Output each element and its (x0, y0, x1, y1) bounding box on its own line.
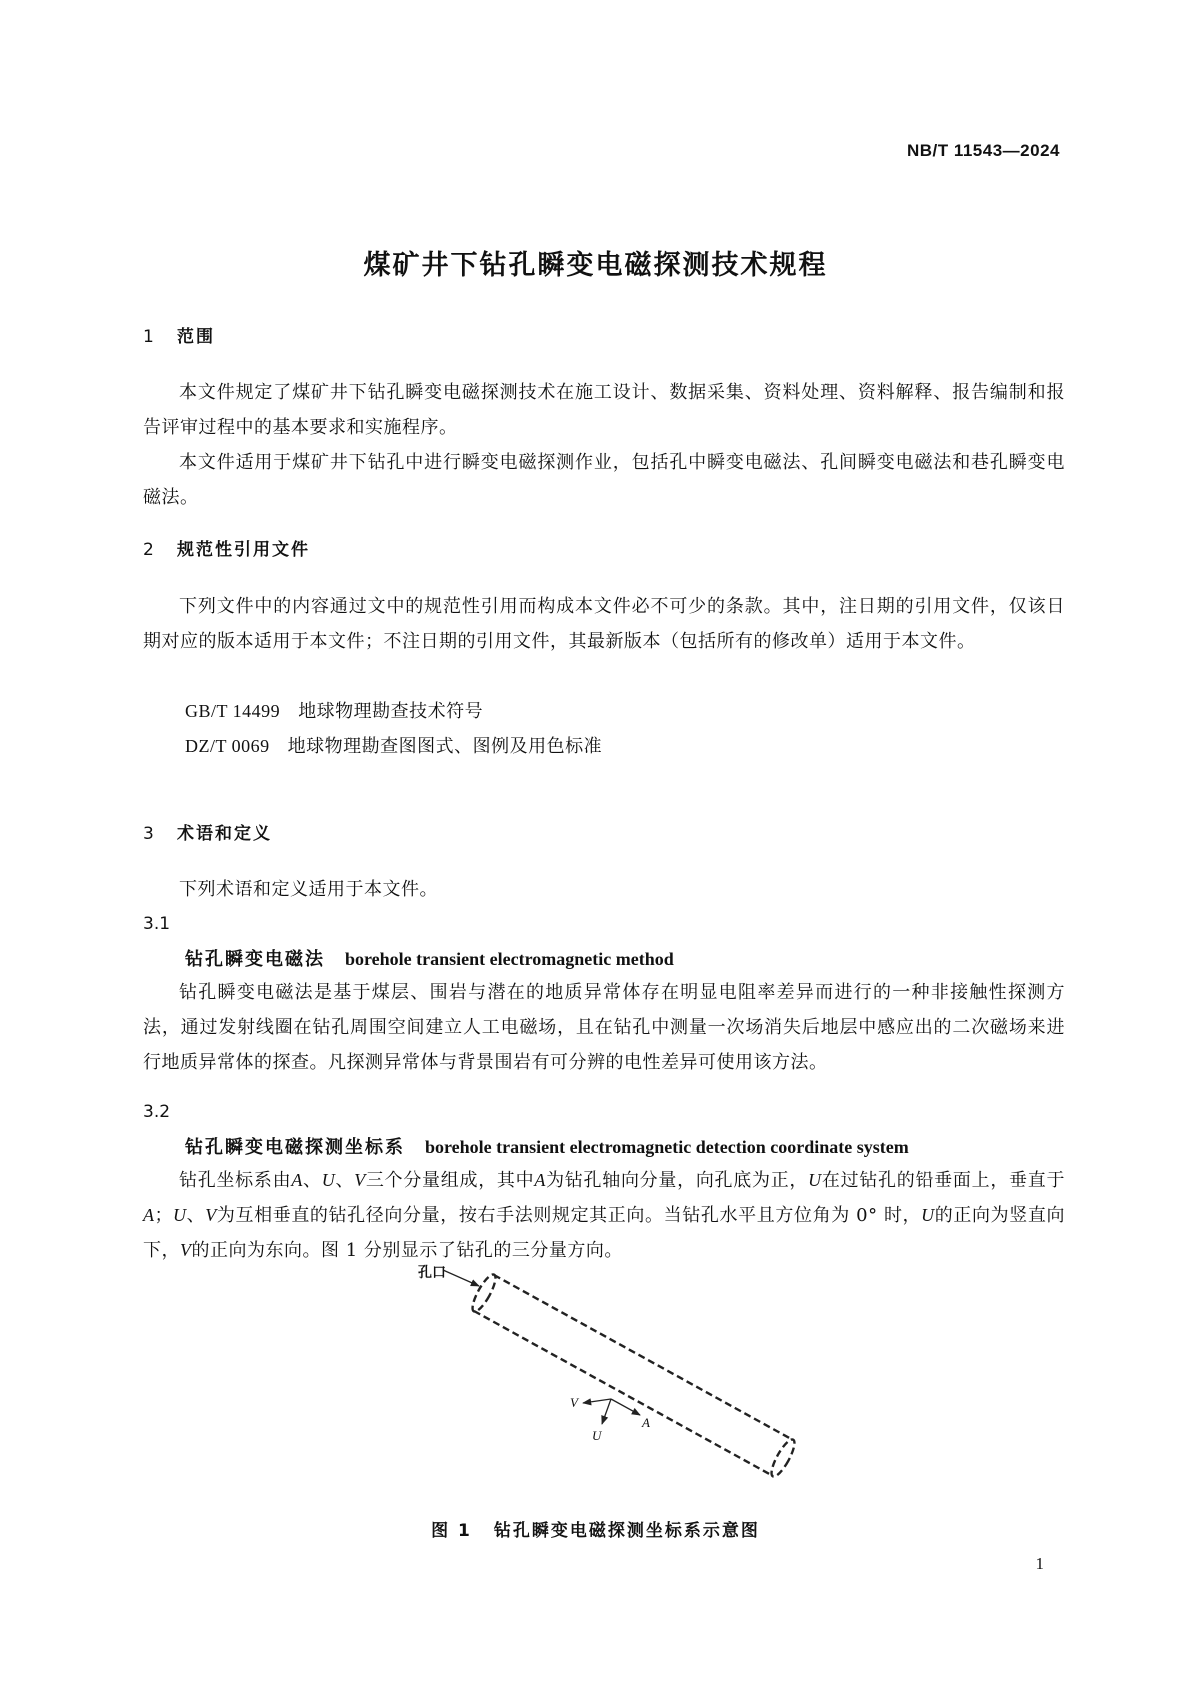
axis-label-u: U (592, 1428, 602, 1443)
term-number: 3.2 (143, 1102, 171, 1122)
section-number: 1 (143, 327, 156, 347)
section-1-heading (143, 322, 215, 347)
section-3-heading (143, 819, 272, 844)
borehole-coordinate-figure (400, 1255, 820, 1490)
v-axis-arrow (583, 1399, 611, 1403)
term-definition: 钻孔瞬变电磁法是基于煤层、围岩与潜在的地质异常体存在明显电阻率差异而进行的一种非接触性探测方法，通过发射线圈在钻孔周围空间建立人工电磁场，且在钻孔中测量一次场消失后地层中感应出的二次磁场来进行地质异常体的探查。凡探测异常体与背景围岩有可分辨的电性差异可使用该方法。 (143, 982, 1065, 1073)
axis-label-v: V (570, 1395, 578, 1410)
term-definition: 钻孔坐标系由A、U、V三个分量组成，其中A为钻孔轴向分量，向孔底为正，U在过钻孔的铅垂面上，垂直于A；U、V为互相垂直的钻孔径向分量，按右手法则规定其正向。当钻孔水平且方位角为 0° 时，U的正向为竖直向下，V的正向为东向。图 1 分别显示了钻孔的三分量方向。 (143, 1170, 1065, 1261)
borehole-cylinder (469, 1272, 799, 1480)
section-2-intro: 下列文件中的内容通过文中的规范性引用而构成本文件必不可少的条款。其中，注日期的引用文件，仅该日期对应的版本适用于本文件；不注日期的引用文件，其最新版本（包括所有的修改单）适用于本文件。 (143, 596, 1065, 652)
term-number: 3.1 (143, 914, 171, 934)
section-title: 范围 (177, 327, 215, 347)
term-name-zh: 钻孔瞬变电磁法 (185, 949, 325, 970)
reference-item (185, 694, 483, 729)
section-title: 规范性引用文件 (177, 540, 310, 560)
standard-code: NB/T 11543—2024 (906, 141, 1060, 160)
document-title: 煤矿井下钻孔瞬变电磁探测技术规程 (363, 250, 828, 281)
section-number: 2 (143, 540, 156, 560)
reference-title: 地球物理勘查图图式、图例及用色标准 (287, 736, 603, 757)
term-name-en: borehole transient electromagnetic method (345, 949, 674, 969)
page-number: 1 (1035, 1554, 1044, 1573)
section-number: 3 (143, 824, 156, 844)
reference-code: DZ/T 0069 (185, 736, 270, 756)
section-title: 术语和定义 (177, 824, 272, 844)
term-name (185, 945, 674, 971)
figure-caption (0, 1516, 1191, 1541)
term-name (185, 1133, 909, 1159)
axis-label-a: A (642, 1415, 650, 1430)
figure-title: 钻孔瞬变电磁探测坐标系示意图 (493, 1521, 760, 1541)
section-1-para-2: 本文件适用于煤矿井下钻孔中进行瞬变电磁探测作业，包括孔中瞬变电磁法、孔间瞬变电磁法和巷孔瞬变电磁法。 (143, 452, 1065, 508)
u-axis-arrow (602, 1399, 611, 1424)
section-3-intro: 下列术语和定义适用于本文件。 (179, 879, 438, 900)
hole-mouth-label: 孔口 (418, 1266, 446, 1281)
reference-code: GB/T 14499 (185, 701, 281, 721)
a-axis-arrow (611, 1399, 640, 1415)
reference-item (185, 729, 602, 764)
term-name-en: borehole transient electromagnetic detection coordinate system (425, 1137, 909, 1157)
term-name-zh: 钻孔瞬变电磁探测坐标系 (185, 1137, 405, 1158)
reference-title: 地球物理勘查技术符号 (298, 701, 484, 722)
figure-number: 图 1 (431, 1521, 472, 1541)
section-2-heading (143, 535, 310, 560)
section-1-para-1: 本文件规定了煤矿井下钻孔瞬变电磁探测技术在施工设计、数据采集、资料处理、资料解释、报告编制和报告评审过程中的基本要求和实施程序。 (143, 382, 1065, 438)
hole-mouth-pointer (443, 1270, 479, 1286)
